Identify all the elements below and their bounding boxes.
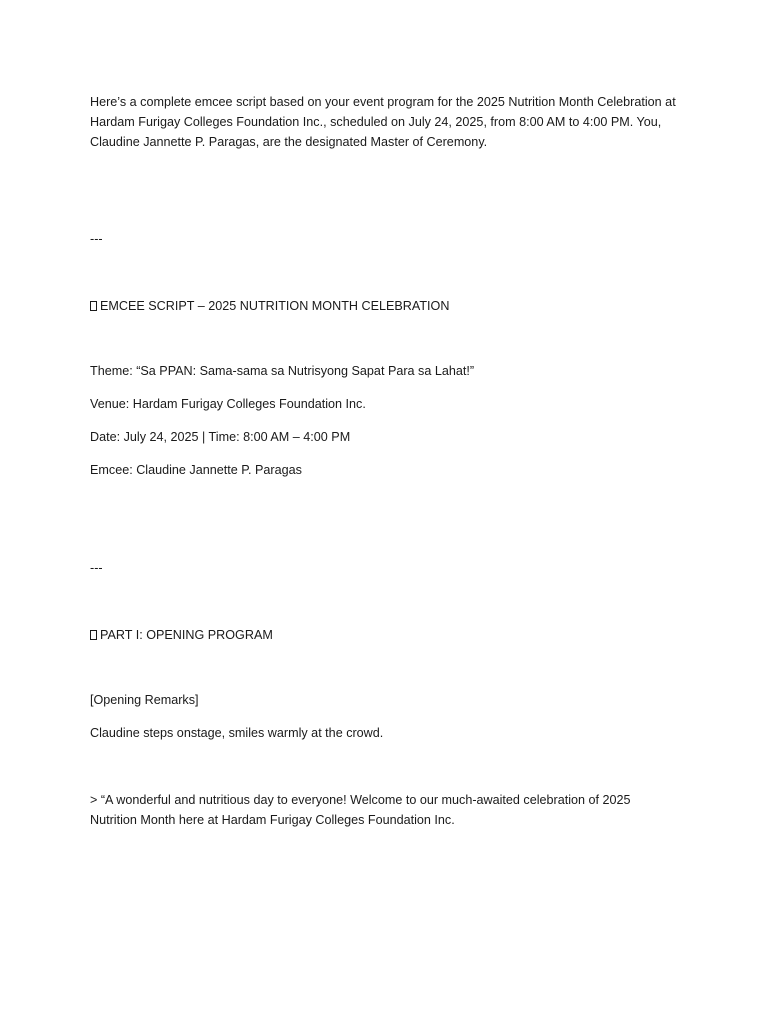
separator-1: --- — [90, 232, 103, 246]
part-title-text: PART I: OPENING PROGRAM — [100, 628, 273, 642]
date-time-line: Date: July 24, 2025 | Time: 8:00 AM – 4:00 PM — [90, 430, 351, 444]
emcee-line: Emcee: Claudine Jannette P. Paragas — [90, 463, 302, 477]
script-title — [90, 296, 690, 316]
intro-paragraph: Here’s a complete emcee script based on your event program for the 2025 Nutrition Month Celebration at Hardam Furigay Colleges Foundation Inc., scheduled on July 24, 2025, from 8:00 AM to 4:00 PM. You, Claudine Jannette P. Paragas, are the designated Master of Ceremony. — [90, 95, 676, 149]
venue-line: Venue: Hardam Furigay Colleges Foundation Inc. — [90, 397, 366, 411]
separator-2: --- — [90, 561, 103, 575]
missing-glyph-icon — [90, 630, 97, 640]
stage-direction: Claudine steps onstage, smiles warmly at the crowd. — [90, 726, 384, 740]
script-title-text: EMCEE SCRIPT – 2025 NUTRITION MONTH CELEBRATION — [100, 299, 450, 313]
part-title — [90, 625, 690, 645]
theme-line: Theme: “Sa PPAN: Sama-sama sa Nutrisyong Sapat Para sa Lahat!” — [90, 364, 475, 378]
missing-glyph-icon — [90, 301, 97, 311]
opening-quote: > “A wonderful and nutritious day to everyone! Welcome to our much-awaited celebration of 2025 Nutrition Month here at Hardam Furigay Colleges Foundation Inc. — [90, 793, 631, 827]
opening-remarks-label: [Opening Remarks] — [90, 693, 199, 707]
